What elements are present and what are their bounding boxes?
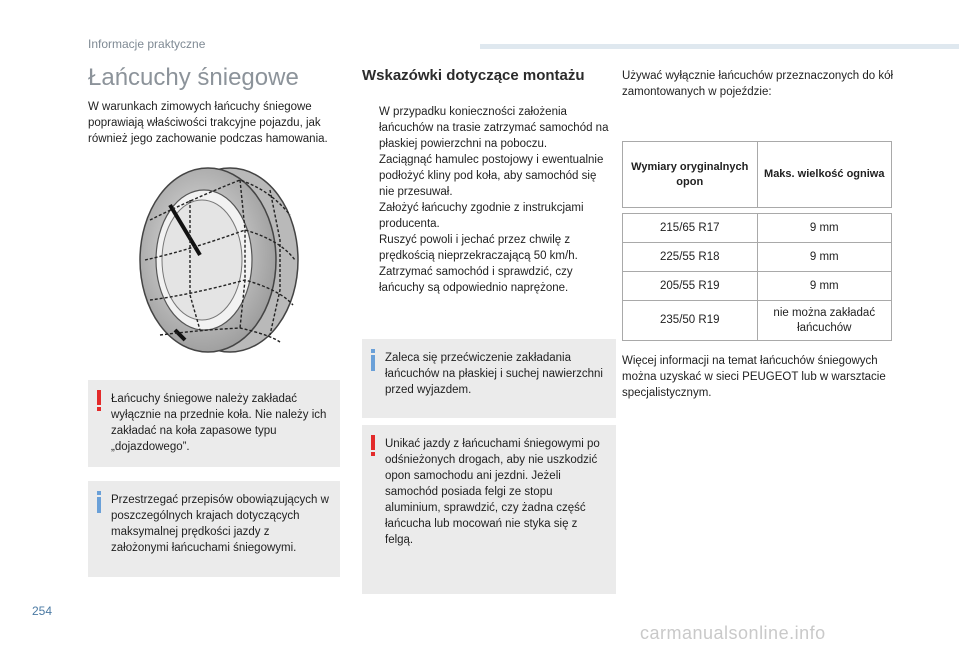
info-text: Przestrzegać przepisów obowiązujących w poszczególnych krajach dotyczących maksymalnej prędkości jazdy z założonymi łańcuchami śniegowymi. (111, 494, 329, 554)
header-accent-bar (480, 44, 959, 49)
info-icon (370, 349, 376, 371)
list-item: Zatrzymać samochód i sprawdzić, czy łańcuchy są odpowiednio naprężone. (379, 266, 573, 294)
tyre-chain-table (622, 141, 892, 341)
page-number: 254 (32, 604, 53, 618)
table-cell: 215/65 R17 (623, 214, 758, 243)
warning-text: Łańcuchy śniegowe należy zakładać wyłącznie na przednie koła. Nie należy ich zakładać na koła zapasowe typu „dojazdowego”. (111, 393, 327, 453)
info-box-practice (362, 339, 616, 418)
table-cell: 9 mm (757, 214, 892, 243)
table-cell: 205/55 R19 (623, 272, 758, 301)
warning-box-cleared-roads (362, 425, 616, 594)
list-item: Ruszyć powoli i jechać przez chwilę z prędkością nieprzekraczającą 50 km/h. (379, 234, 578, 262)
warning-exclamation-icon (96, 390, 102, 412)
info-text: Zaleca się przećwiczenie zakładania łańcuchów na płaskiej i suchej nawierzchni przed wyjazdem. (385, 352, 603, 396)
warning-exclamation-icon (370, 435, 376, 457)
table-cell: 235/50 R19 (623, 301, 758, 341)
table-row (623, 301, 892, 341)
table-row (623, 214, 892, 243)
table-header-row (623, 142, 892, 208)
table-cell: 225/55 R18 (623, 243, 758, 272)
right-intro-paragraph: Używać wyłącznie łańcuchów przeznaczonych do kół zamontowanych w pojeździe: (622, 70, 894, 98)
table-header-cell: Maks. wielkość ogniwa (757, 142, 892, 208)
table-cell: nie można zakładać łańcuchów (757, 301, 892, 341)
right-outro-paragraph: Więcej informacji na temat łańcuchów śniegowych można uzyskać w sieci PEUGEOT lub w warsztacie specjalistycznym. (622, 355, 886, 399)
page-title: Łańcuchy śniegowe (88, 64, 299, 91)
table-row (623, 272, 892, 301)
table-cell: 9 mm (757, 272, 892, 301)
intro-paragraph: W warunkach zimowych łańcuchy śniegowe poprawiają właściwości trakcyjne pojazdu, jak również jego zachowanie podczas hamowania. (88, 101, 328, 145)
mounting-heading: Wskazówki dotyczące montażu (362, 67, 585, 84)
warning-box-front-wheels (88, 380, 340, 467)
list-item: W przypadku konieczności założenia łańcuchów na trasie zatrzymać samochód na płaskiej powierzchni na poboczu. (379, 106, 609, 150)
watermark: carmanualsonline.info (640, 623, 826, 643)
table-cell: 9 mm (757, 243, 892, 272)
mounting-steps-list (362, 104, 612, 296)
info-icon (96, 491, 102, 513)
section-label: Informacje praktyczne (88, 37, 206, 51)
warning-text: Unikać jazdy z łańcuchami śniegowymi po odśnieżonych drogach, aby nie uszkodzić opon samochodu ani jezdni. Jeżeli samochód posiada felgi ze stopu aluminium, sprawdzić, czy żadna część łańcucha lub mocowań nie styka się z felgą. (385, 438, 600, 546)
info-box-speed-regulations (88, 481, 340, 577)
table-header-cell: Wymiary oryginalnych opon (623, 142, 758, 208)
list-item: Założyć łańcuchy zgodnie z instrukcjami producenta. (379, 202, 584, 230)
list-item: Zaciągnąć hamulec postojowy i ewentualnie podłożyć kliny pod koła, aby samochód się nie przesuwał. (379, 154, 604, 198)
tyre-with-snow-chain-illustration (130, 160, 305, 360)
table-row (623, 243, 892, 272)
